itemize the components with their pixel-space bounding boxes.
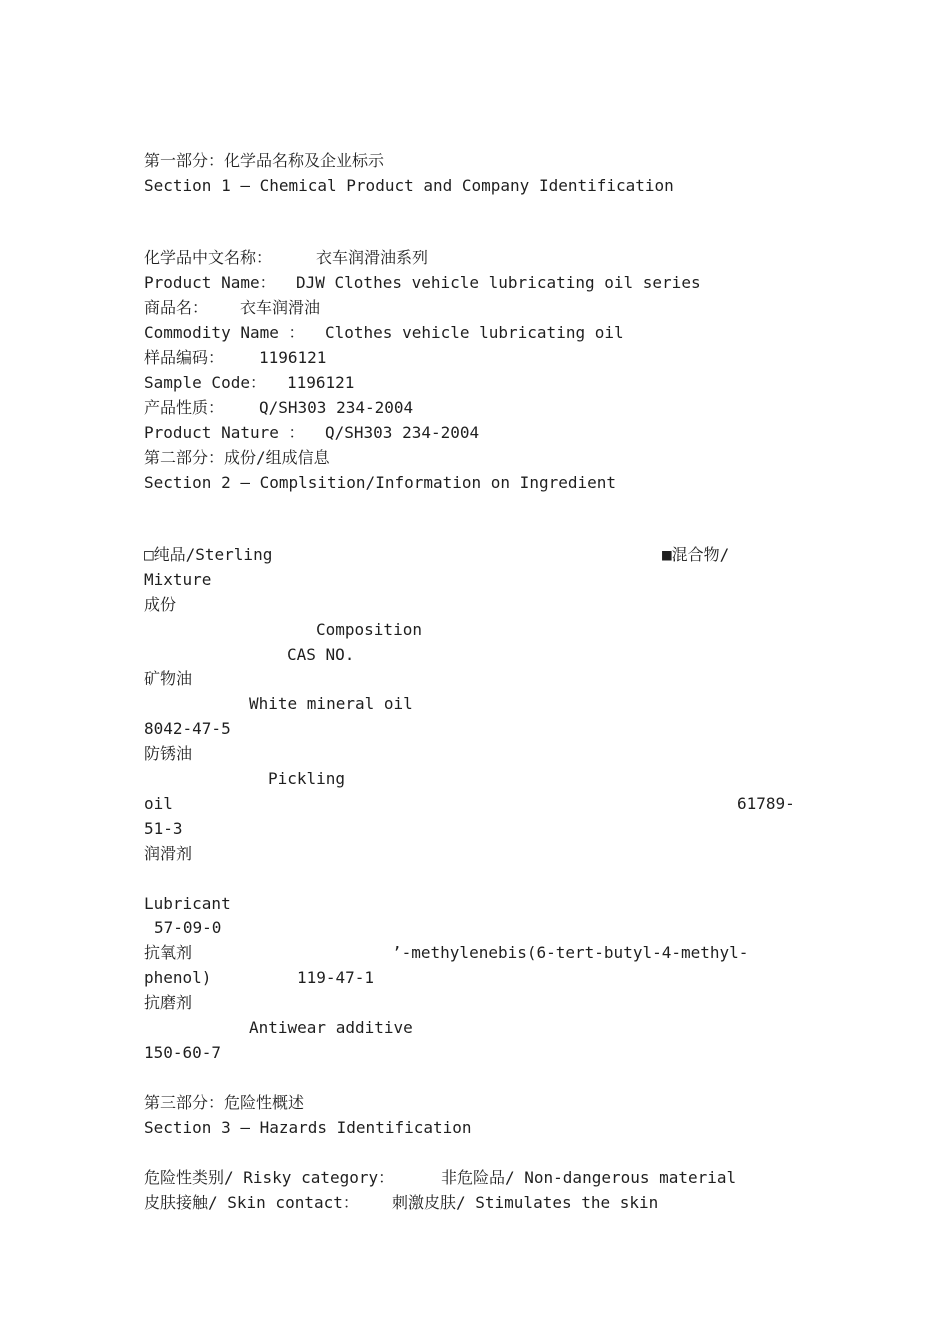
sample-code-en-label: Sample Code： [144, 373, 266, 392]
column-header-composition: Composition [316, 620, 422, 639]
product-name-cn-label: 化学品中文名称： [144, 248, 273, 267]
column-header-component: 成份 [144, 595, 177, 614]
ingredient-cas: 150-60-7 [144, 1043, 222, 1062]
ingredient-en: Lubricant [144, 894, 231, 913]
ingredient-cn: 防锈油 [144, 744, 193, 763]
commodity-cn-label: 商品名： [144, 298, 209, 317]
section2-title-en: Section 2 – Complsition/Information on Ingredient [144, 473, 617, 492]
pure-substance-option: □纯品/Sterling [144, 545, 273, 564]
skin-contact-value: 刺激皮肤/ Stimulates the skin [392, 1193, 659, 1212]
ingredient-en-continued: oil [144, 794, 173, 813]
section3-title-cn: 第三部分：危险性概述 [144, 1093, 305, 1112]
mixture-option-en: Mixture [144, 570, 212, 589]
ingredient-cas-continued: 51-3 [144, 819, 183, 838]
skin-contact-label: 皮肤接触/ Skin contact： [144, 1193, 359, 1212]
ingredient-en: ’-methylenebis(6-tert-butyl-4-methyl- [392, 943, 749, 962]
section2-title-cn: 第二部分：成份/组成信息 [144, 448, 330, 467]
section1-title-cn: 第一部分：化学品名称及企业标示 [144, 151, 385, 170]
ingredient-en: White mineral oil [249, 694, 413, 713]
mixture-option: ■混合物/ [662, 545, 730, 564]
product-nature-cn-value: Q/SH303 234-2004 [259, 398, 414, 417]
ingredient-en: Pickling [268, 769, 346, 788]
sample-code-cn-label: 样品编码： [144, 348, 225, 367]
commodity-cn-value: 衣车润滑油 [240, 298, 321, 317]
ingredient-cn: 润滑剂 [144, 844, 193, 863]
sample-code-cn-value: 1196121 [259, 348, 327, 367]
ingredient-en: Antiwear additive [249, 1018, 413, 1037]
section3-title-en: Section 3 – Hazards Identification [144, 1118, 472, 1137]
ingredient-cn: 抗氧剂 [144, 943, 193, 962]
ingredient-cn: 矿物油 [144, 669, 193, 688]
ingredient-cas: 57-09-0 [154, 918, 222, 937]
ingredient-en-continued: phenol) [144, 968, 212, 987]
section1-title-en: Section 1 – Chemical Product and Company Identification [144, 176, 674, 195]
column-header-cas: CAS NO. [287, 645, 355, 664]
ingredient-cn: 抗磨剂 [144, 993, 193, 1012]
ingredient-cas: 8042-47-5 [144, 719, 231, 738]
product-nature-cn-label: 产品性质： [144, 398, 225, 417]
risk-category-value: 非危险品/ Non-dangerous material [441, 1168, 737, 1187]
product-name-en-label: Product Name： [144, 273, 276, 292]
commodity-en-value: Clothes vehicle lubricating oil [325, 323, 624, 342]
risk-category-label: 危险性类别/ Risky category： [144, 1168, 395, 1187]
ingredient-cas: 119-47-1 [297, 968, 375, 987]
product-nature-en-value: Q/SH303 234-2004 [325, 423, 480, 442]
product-name-cn-value: 衣车润滑油系列 [316, 248, 429, 267]
product-name-en-value: DJW Clothes vehicle lubricating oil series [296, 273, 701, 292]
commodity-en-label: Commodity Name ： [144, 323, 305, 342]
sample-code-en-value: 1196121 [287, 373, 355, 392]
ingredient-cas: 61789- [737, 794, 795, 813]
product-nature-en-label: Product Nature ： [144, 423, 305, 442]
